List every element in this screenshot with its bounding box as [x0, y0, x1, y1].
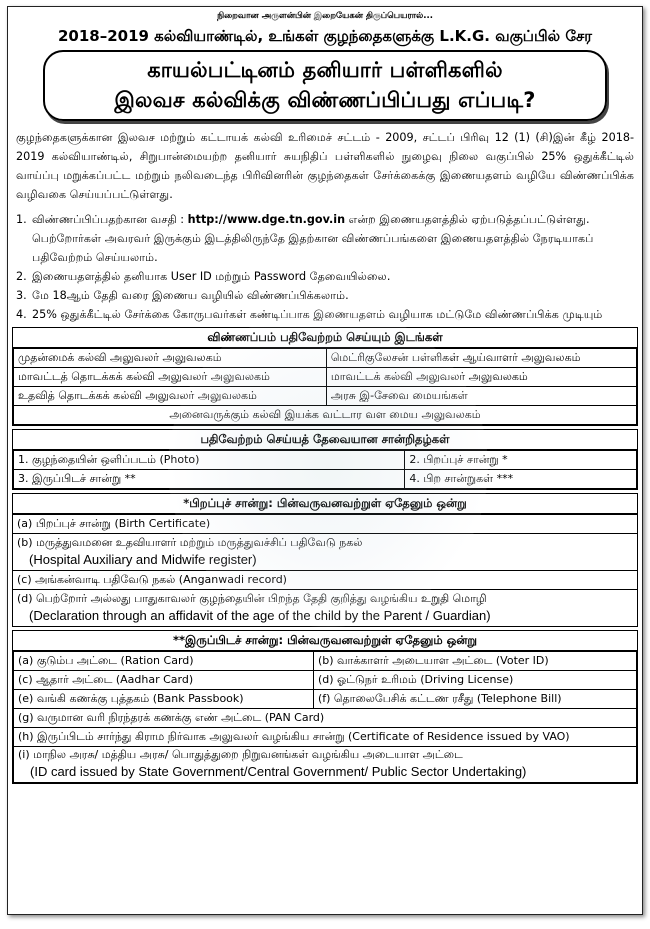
- birth-certificate-title: *பிறப்புச் சான்று: பின்வருவனவற்றுள் ஏதேனும் ஒன்று: [13, 494, 637, 514]
- table-cell: உதவித் தொடக்கக் கல்வி அலுவலர் அலுவலகம்: [14, 387, 327, 406]
- table-cell: (g) வருமான வரி நிரந்தரக் கணக்கு எண் அட்டை (PAN Card): [14, 709, 637, 728]
- list-item: (b) மருத்துவமனை உதவியாளர் மற்றும் மருத்துவச்சிப் பதிவேடு நகல் (Hospital Auxiliary and Midwife register): [13, 533, 637, 570]
- table-cell: 2. பிறப்புச் சான்று *: [405, 451, 637, 470]
- point-item: 2. இணையதளத்தில் தனியாக User ID மற்றும் Password தேவையில்லை.: [16, 270, 391, 283]
- table-cell: முதன்மைக் கல்வி அலுவலர் அலுவலகம்: [14, 349, 327, 368]
- birth-certificate-box: [12, 493, 638, 627]
- banner-line-2: இலவச கல்விக்கு விண்ணப்பிப்பது எப்படி?: [114, 88, 536, 112]
- certificates-box: [12, 429, 638, 490]
- table-cell: (h) இருப்பிடம் சார்ந்து கிராம நிர்வாக அலுவலர் வழங்கிய சான்று (Certificate of Residence issued by VAO): [14, 728, 637, 747]
- table-cell: அனைவருக்கும் கல்வி இயக்க வட்டார வள மைய அலுவலகம்: [14, 406, 637, 425]
- table-cell: (a) குடும்ப அட்டை (Ration Card): [14, 652, 314, 671]
- table-cell: அரசு இ-சேவை மையங்கள்: [326, 387, 636, 406]
- residence-certificate-box: [12, 630, 638, 784]
- sub-heading: 2018–2019 கல்வியாண்டில், உங்கள் குழந்தைகளுக்கு L.K.G. வகுப்பில் சேர: [57, 27, 593, 45]
- table-cell: (d) ஓட்டுநர் உரிமம் (Driving License): [313, 671, 636, 690]
- upload-places-table: [13, 348, 637, 425]
- table-cell: மெட்ரிகுலேசன் பள்ளிகள் ஆய்வாளர் அலுவலகம்: [326, 349, 636, 368]
- residence-table: [13, 651, 637, 783]
- table-cell: 1. குழந்தையின் ஒளிப்படம் (Photo): [14, 451, 405, 470]
- table-cell: 4. பிற சான்றுகள் ***: [405, 470, 637, 489]
- banner-line-1: காயல்பட்டினம் தனியார் பள்ளிகளில்: [147, 58, 503, 82]
- table-cell: 3. இருப்பிடச் சான்று **: [14, 470, 405, 489]
- intro-paragraph: குழந்தைகளுக்கான இலவச மற்றும் கட்டாயக் கல்வி உரிமைச் சட்டம் - 2009, சட்டப் பிரிவு 12 (1) (சி)இன் கீழ் 2018-2019 கல்வியாண்டில், சிறுபான்மையற்ற தனியார் சுயநிதிப் பள்ளிகளில் நுழைவு நிலை வகுப்பில் 25% ஒதுக்கீட்டில் வாய்ப்பு மறுக்கப்பட்ட மற்றும் நலிவடைந்த பிரிவினரின் குழந்தைகள் சேர்க்கைக்கு இணையதளம் வழியே விண்ணப்பிக்க வழிவகை செய்யப்பட்டுள்ளது.: [16, 131, 634, 201]
- list-item: (c) அங்கன்வாடி பதிவேடு நகல் (Anganwadi record): [13, 570, 637, 589]
- point-item: 1. விண்ணப்பிப்பதற்கான வசதி : http://www.dge.tn.gov.in என்ற இணையதளத்தில் ஏற்படுத்தப்பட்டுள்ளது. பெற்றோர்கள் அவரவர் இருக்கும் இடத்திலிருந்தே இதற்கான விண்ணப்பங்களை இணையதளத்தில் நேரடியாகப் பதிவேற்றம் செய்யலாம்.: [16, 213, 594, 264]
- invocation-line: நிறைவான அருளன்பின் இறையேகன் திருப்பெயரால்...: [217, 11, 433, 21]
- certificates-title: பதிவேற்றம் செய்யத் தேவையான சான்றிதழ்கள்: [13, 430, 637, 450]
- notice-page: [7, 6, 643, 915]
- point-item: 3. மே 18ஆம் தேதி வரை இணைய வழியில் விண்ணப்பிக்கலாம்.: [16, 289, 349, 302]
- table-cell: (f) தொலைபேசிக் கட்டண ரசீது (Telephone Bill): [313, 690, 636, 709]
- table-cell: மாவட்டக் கல்வி அலுவலர் அலுவலகம்: [326, 368, 636, 387]
- list-item: (d) பெற்றோர் அல்லது பாதுகாவலர் குழந்தையின் பிறந்த தேதி குறித்து வழங்கிய உறுதி மொழி (Declaration through an affidavit of the age of the child by the Parent / Guardian): [13, 589, 637, 626]
- table-cell: (c) ஆதார் அட்டை (Aadhar Card): [14, 671, 314, 690]
- table-cell: (e) வங்கி கணக்கு புத்தகம் (Bank Passbook): [14, 690, 314, 709]
- residence-certificate-title: **இருப்பிடச் சான்று: பின்வருவனவற்றுள் ஏதேனும் ஒன்று: [13, 631, 637, 651]
- table-cell: (i) மாநில அரசு/ மத்திய அரசு/ பொதுத்துறை நிறுவனங்கள் வழங்கிய அடையாள அட்டை (ID card issued by State Government/Central Government/ Public Sector Undertaking): [14, 747, 637, 783]
- point-item: 4. 25% ஒதுக்கீட்டில் சேர்க்கை கோருபவர்கள் கண்டிப்பாக இணையதளம் வழியாக மட்டுமே விண்ணப்பிக்க முடியும்: [16, 308, 603, 321]
- upload-places-box: [12, 327, 638, 426]
- table-cell: மாவட்டத் தொடக்கக் கல்வி அலுவலர் அலுவலகம்: [14, 368, 327, 387]
- upload-places-title: விண்ணப்பம் பதிவேற்றம் செய்யும் இடங்கள்: [13, 328, 637, 348]
- website-url[interactable]: http://www.dge.tn.gov.in: [187, 213, 346, 226]
- list-item: (a) பிறப்புச் சான்று (Birth Certificate): [13, 514, 637, 533]
- certificates-table: [13, 450, 637, 489]
- table-cell: (b) வாக்காளர் அடையாள அட்டை (Voter ID): [313, 652, 636, 671]
- title-banner: [43, 50, 607, 121]
- points-list: [16, 210, 634, 324]
